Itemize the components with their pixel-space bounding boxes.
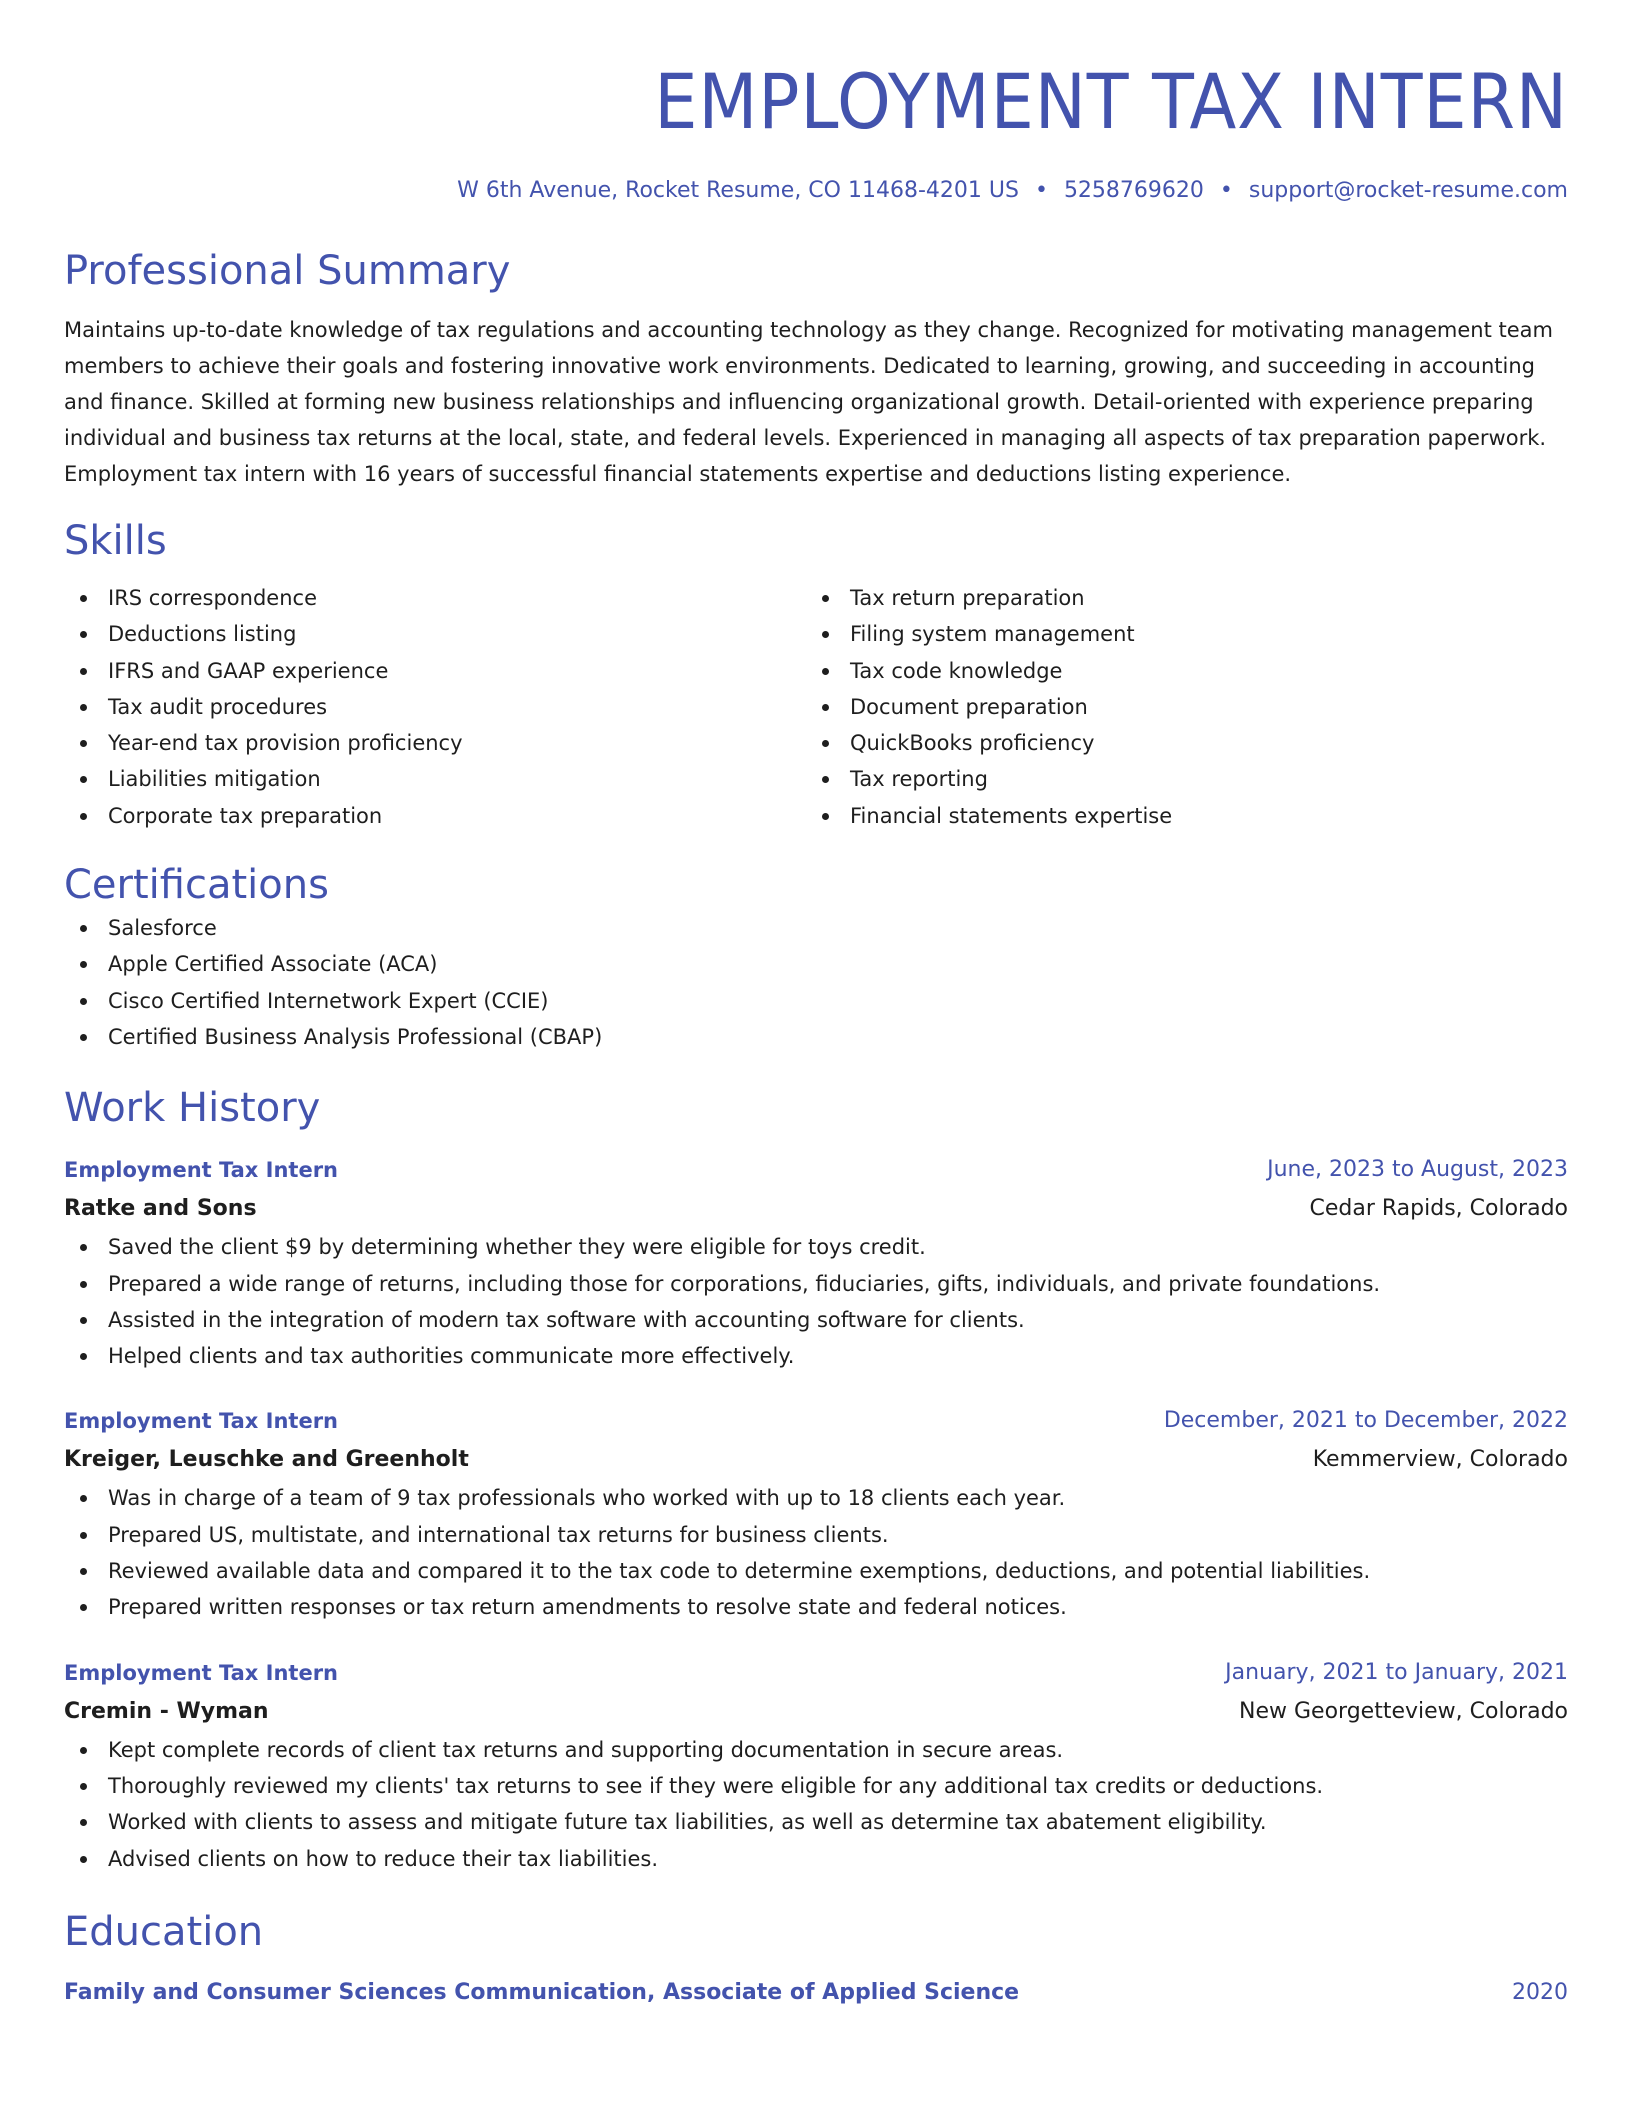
section-title-work-history: Work History <box>64 1085 321 1132</box>
job-dates: January, 2021 to January, 2021 <box>1225 1659 1568 1685</box>
job-bullet: Kept complete records of client tax returns and supporting documentation in secure areas. <box>64 1732 1568 1768</box>
job-bullet: Saved the client $9 by determining whether they were eligible for toys credit. <box>64 1229 1568 1265</box>
job-subheader <box>64 1692 1568 1732</box>
skills-list-left <box>64 580 806 834</box>
contact-address: W 6th Avenue, Rocket Resume, CO 11468-4201 US <box>457 178 1019 203</box>
job-title: Employment Tax Intern <box>64 1158 338 1183</box>
skills-column-right <box>806 580 1548 834</box>
job-location: New Georgetteview, Colorado <box>1239 1698 1568 1724</box>
skill-item: IRS correspondence <box>64 580 806 616</box>
contact-separator: • <box>1034 178 1048 203</box>
skills-list-right <box>806 580 1548 834</box>
skill-item: Corporate tax preparation <box>64 798 806 834</box>
job-bullet: Worked with clients to assess and mitigate future tax liabilities, as well as determine tax abatement eligibility. <box>64 1804 1568 1840</box>
job-entry <box>64 1402 1568 1625</box>
job-header <box>64 1151 1568 1189</box>
job-bullets <box>64 1229 1568 1374</box>
job-bullets <box>64 1480 1568 1625</box>
skill-item: Tax code knowledge <box>806 653 1548 689</box>
skill-item: Document preparation <box>806 689 1548 725</box>
job-bullet: Thoroughly reviewed my clients' tax returns to see if they were eligible for any additional tax credits or deductions. <box>64 1768 1568 1804</box>
job-subheader <box>64 1189 1568 1229</box>
job-company: Ratke and Sons <box>64 1196 257 1222</box>
job-bullet: Helped clients and tax authorities communicate more effectively. <box>64 1338 1568 1374</box>
resume-title: EMPLOYMENT TAX INTERN <box>654 57 1568 146</box>
skill-item: Deductions listing <box>64 616 806 652</box>
certification-item: Salesforce <box>64 910 1568 946</box>
job-header <box>64 1654 1568 1692</box>
education-entry <box>64 1973 1568 2013</box>
contact-email: support@rocket-resume.com <box>1248 178 1568 203</box>
certification-item: Cisco Certified Internetwork Expert (CCIE) <box>64 983 1568 1019</box>
job-company: Cremin - Wyman <box>64 1698 269 1724</box>
skill-item: Financial statements expertise <box>806 798 1548 834</box>
skill-item: Tax audit procedures <box>64 689 806 725</box>
section-title-certifications: Certifications <box>64 862 329 909</box>
certifications-list <box>64 910 1568 1055</box>
skills-column-left <box>64 580 806 834</box>
job-dates: December, 2021 to December, 2022 <box>1163 1408 1568 1434</box>
resume-page <box>64 0 1568 2013</box>
job-bullet: Reviewed available data and compared it to the tax code to determine exemptions, deductions, and potential liabilities. <box>64 1553 1568 1589</box>
job-title: Employment Tax Intern <box>64 1409 338 1434</box>
education-degree: Family and Consumer Sciences Communication, Associate of Applied Science <box>64 1979 1020 2005</box>
section-title-skills: Skills <box>64 518 167 564</box>
skill-item: Filing system management <box>806 616 1548 652</box>
job-bullet: Advised clients on how to reduce their tax liabilities. <box>64 1841 1568 1877</box>
section-title-education: Education <box>64 1908 264 1955</box>
skill-item: IFRS and GAAP experience <box>64 653 806 689</box>
job-title: Employment Tax Intern <box>64 1660 338 1685</box>
job-bullet: Assisted in the integration of modern tax software with accounting software for clients. <box>64 1302 1568 1338</box>
contact-separator: • <box>1219 178 1233 203</box>
job-bullet: Prepared US, multistate, and international tax returns for business clients. <box>64 1517 1568 1553</box>
job-bullets <box>64 1732 1568 1877</box>
job-dates: June, 2023 to August, 2023 <box>1267 1157 1568 1183</box>
skill-item: QuickBooks proficiency <box>806 725 1548 761</box>
job-bullet: Was in charge of a team of 9 tax professionals who worked with up to 18 clients each year. <box>64 1480 1568 1516</box>
job-bullet: Prepared a wide range of returns, including those for corporations, fiduciaries, gifts, individuals, and private foundations. <box>64 1266 1568 1302</box>
contact-line <box>64 176 1568 206</box>
skills-grid <box>64 580 1568 834</box>
job-subheader <box>64 1440 1568 1480</box>
certification-item: Certified Business Analysis Professional (CBAP) <box>64 1019 1568 1055</box>
job-entry <box>64 1151 1568 1374</box>
job-entry <box>64 1654 1568 1877</box>
job-header <box>64 1402 1568 1440</box>
certification-item: Apple Certified Associate (ACA) <box>64 946 1568 982</box>
skill-item: Year-end tax provision proficiency <box>64 725 806 761</box>
skill-item: Tax reporting <box>806 761 1548 797</box>
job-bullet: Prepared written responses or tax return amendments to resolve state and federal notices. <box>64 1589 1568 1625</box>
job-location: Kemmerview, Colorado <box>1312 1447 1568 1473</box>
summary-text: Maintains up-to-date knowledge of tax regulations and accounting technology as they change. Recognized for motivating management team members to achieve their goals and fostering innovative work environments. Dedicated to learning, growing, and succeeding in accounting and finance. Skilled at forming new business relationships and influencing organizational growth. Detail-oriented with experience preparing individual and business tax returns at the local, state, and federal levels. Experienced in managing all aspects of tax preparation paperwork. Employment tax intern with 16 years of successful financial statements expertise and deductions listing experience. <box>64 318 1553 486</box>
skill-item: Tax return preparation <box>806 580 1548 616</box>
skill-item: Liabilities mitigation <box>64 761 806 797</box>
contact-phone: 5258769620 <box>1063 178 1204 203</box>
job-company: Kreiger, Leuschke and Greenholt <box>64 1447 469 1473</box>
education-year: 2020 <box>1512 1979 1568 2005</box>
job-location: Cedar Rapids, Colorado <box>1309 1196 1568 1222</box>
section-title-summary: Professional Summary <box>64 248 511 294</box>
